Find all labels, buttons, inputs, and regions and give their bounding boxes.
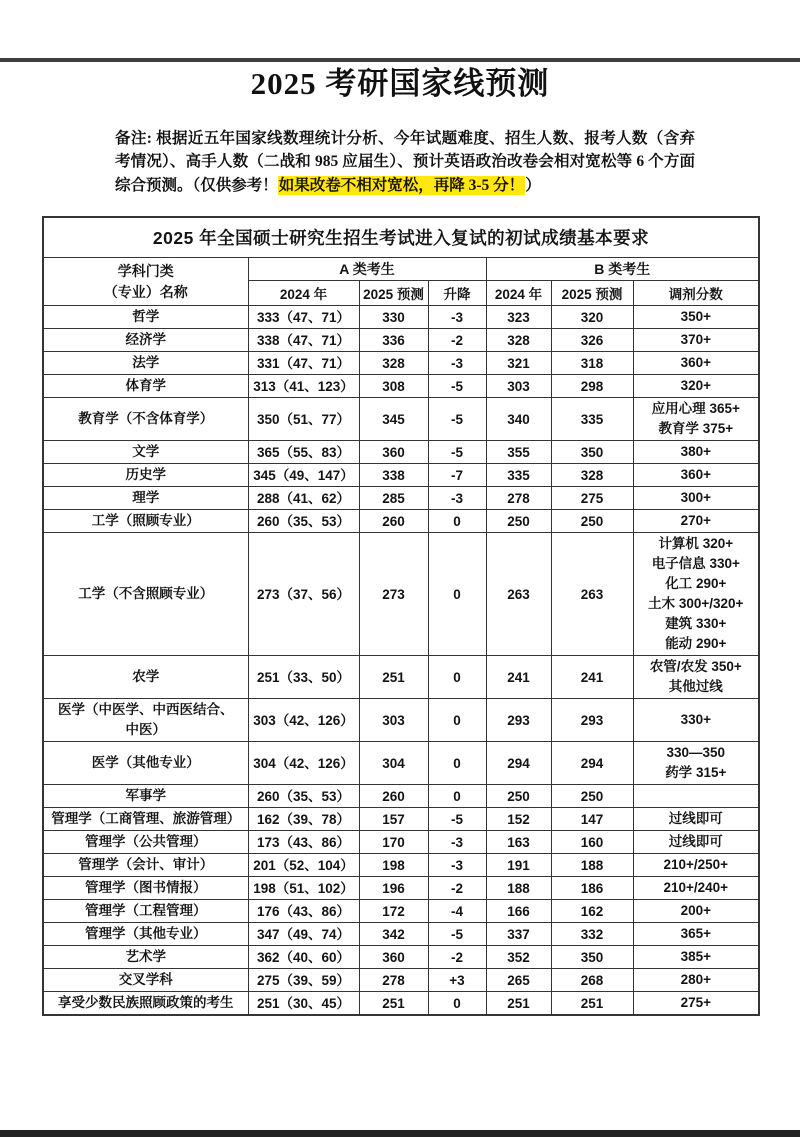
subject-cell: 医学（中医学、中西医结合、 中医）	[43, 699, 248, 742]
a-2025-cell: 360	[359, 441, 428, 464]
subject-cell: 管理学（其他专业）	[43, 923, 248, 946]
b-2025-cell: 318	[551, 352, 633, 375]
a-2024-cell: 304（42、126）	[248, 742, 359, 785]
table-row	[43, 329, 759, 352]
a-2024-cell: 313（41、123）	[248, 375, 359, 398]
b-2024-cell: 241	[486, 656, 551, 699]
subject-header-line1: 学科门类	[117, 263, 174, 280]
a-2024-cell: 251（33、50）	[248, 656, 359, 699]
b-2024-cell: 152	[486, 808, 551, 831]
b-2024-cell: 265	[486, 969, 551, 992]
adjust-cell: 300+	[633, 487, 759, 510]
note-text: 备注: 根据近五年国家线数理统计分析、今年试题难度、招生人数、报考人数（含弃考情况）、高手人数（二战和 985 应届生）、预计英语政治改卷会相对宽松等 6 个方面综合预测。（仅供参考！	[115, 130, 695, 194]
a-2025-cell: 273	[359, 533, 428, 656]
a-2025-cell: 278	[359, 969, 428, 992]
a-2024-cell: 331（47、71）	[248, 352, 359, 375]
subject-header-line2: （专业）名称	[103, 283, 188, 300]
b-2025-cell: 335	[551, 398, 633, 441]
change-cell: -2	[428, 877, 486, 900]
change-cell: 0	[428, 742, 486, 785]
subject-cell: 管理学（会计、审计）	[43, 854, 248, 877]
a-2024-cell: 347（49、74）	[248, 923, 359, 946]
col-header-a-2025: 2025 预测	[359, 281, 428, 306]
change-cell: -2	[428, 946, 486, 969]
change-cell: -4	[428, 900, 486, 923]
subject-cell: 体育学	[43, 375, 248, 398]
adjust-cell: 350+	[633, 306, 759, 329]
a-2024-cell: 260（35、53）	[248, 785, 359, 808]
b-2025-cell: 250	[551, 510, 633, 533]
b-2024-cell: 166	[486, 900, 551, 923]
table-row	[43, 699, 759, 742]
change-cell: -5	[428, 441, 486, 464]
b-2024-cell: 191	[486, 854, 551, 877]
adjust-cell	[633, 785, 759, 808]
subject-cell: 管理学（公共管理）	[43, 831, 248, 854]
subject-cell: 军事学	[43, 785, 248, 808]
adjust-cell: 270+	[633, 510, 759, 533]
table-row	[43, 808, 759, 831]
subject-cell: 管理学（图书情报）	[43, 877, 248, 900]
table-head	[43, 217, 759, 306]
adjust-cell: 应用心理 365+ 教育学 375+	[633, 398, 759, 441]
col-header-a-2024: 2024 年	[248, 281, 359, 306]
a-2025-cell: 338	[359, 464, 428, 487]
subject-cell: 文学	[43, 441, 248, 464]
a-2025-cell: 285	[359, 487, 428, 510]
b-2024-cell: 250	[486, 510, 551, 533]
subject-cell: 享受少数民族照顾政策的考生	[43, 992, 248, 1016]
table-title: 2025 年全国硕士研究生招生考试进入复试的初试成绩基本要求	[43, 217, 759, 258]
change-cell: 0	[428, 533, 486, 656]
a-2025-cell: 308	[359, 375, 428, 398]
subject-cell: 工学（不含照顾专业）	[43, 533, 248, 656]
b-2024-cell: 323	[486, 306, 551, 329]
a-2024-cell: 176（43、86）	[248, 900, 359, 923]
subject-cell: 管理学（工商管理、旅游管理）	[43, 808, 248, 831]
top-edge-bar	[0, 58, 800, 62]
a-2024-cell: 333（47、71）	[248, 306, 359, 329]
note	[115, 127, 695, 197]
a-2024-cell: 198（51、102）	[248, 877, 359, 900]
a-2025-cell: 260	[359, 785, 428, 808]
adjust-cell: 380+	[633, 441, 759, 464]
subject-cell: 经济学	[43, 329, 248, 352]
b-2025-cell: 275	[551, 487, 633, 510]
change-cell: -3	[428, 854, 486, 877]
b-2024-cell: 251	[486, 992, 551, 1016]
a-2024-cell: 275（39、59）	[248, 969, 359, 992]
table-row	[43, 441, 759, 464]
adjust-cell: 200+	[633, 900, 759, 923]
b-2025-cell: 293	[551, 699, 633, 742]
change-cell: -3	[428, 831, 486, 854]
change-cell: 0	[428, 992, 486, 1016]
adjust-cell: 过线即可	[633, 831, 759, 854]
a-2025-cell: 196	[359, 877, 428, 900]
b-2025-cell: 160	[551, 831, 633, 854]
col-header-b-2024: 2024 年	[486, 281, 551, 306]
a-2024-cell: 350（51、77）	[248, 398, 359, 441]
col-header-change: 升降	[428, 281, 486, 306]
table-row	[43, 831, 759, 854]
a-2024-cell: 201（52、104）	[248, 854, 359, 877]
table-row	[43, 785, 759, 808]
subject-cell: 交叉学科	[43, 969, 248, 992]
a-2025-cell: 304	[359, 742, 428, 785]
page-title: 2025 考研国家线预测	[250, 66, 550, 101]
b-2024-cell: 163	[486, 831, 551, 854]
b-2025-cell: 298	[551, 375, 633, 398]
b-2024-cell: 352	[486, 946, 551, 969]
a-2024-cell: 303（42、126）	[248, 699, 359, 742]
b-2024-cell: 278	[486, 487, 551, 510]
adjust-cell: 360+	[633, 352, 759, 375]
a-2025-cell: 330	[359, 306, 428, 329]
a-2025-cell: 342	[359, 923, 428, 946]
subject-column-header	[43, 258, 248, 306]
subject-cell: 农学	[43, 656, 248, 699]
adjust-cell: 210+/240+	[633, 877, 759, 900]
subject-cell: 管理学（工程管理）	[43, 900, 248, 923]
b-2024-cell: 328	[486, 329, 551, 352]
b-2025-cell: 147	[551, 808, 633, 831]
table-row	[43, 398, 759, 441]
change-cell: -2	[428, 329, 486, 352]
subject-cell: 哲学	[43, 306, 248, 329]
a-2024-cell: 345（49、147）	[248, 464, 359, 487]
table-row	[43, 533, 759, 656]
score-table	[42, 216, 760, 1017]
a-2024-cell: 288（41、62）	[248, 487, 359, 510]
adjust-cell: 330—350 药学 315+	[633, 742, 759, 785]
change-cell: -5	[428, 808, 486, 831]
adjust-cell: 330+	[633, 699, 759, 742]
a-2025-cell: 345	[359, 398, 428, 441]
b-2024-cell: 337	[486, 923, 551, 946]
table-row	[43, 464, 759, 487]
change-cell: +3	[428, 969, 486, 992]
change-cell: 0	[428, 656, 486, 699]
note-suffix: ）	[525, 176, 541, 194]
change-cell: -5	[428, 375, 486, 398]
b-2025-cell: 294	[551, 742, 633, 785]
change-cell: 0	[428, 510, 486, 533]
table-row	[43, 510, 759, 533]
table-row	[43, 946, 759, 969]
subject-cell: 艺术学	[43, 946, 248, 969]
a-2025-cell: 172	[359, 900, 428, 923]
table-row	[43, 306, 759, 329]
b-2025-cell: 188	[551, 854, 633, 877]
header-group-row	[43, 258, 759, 281]
b-2024-cell: 321	[486, 352, 551, 375]
a-2025-cell: 328	[359, 352, 428, 375]
group-b-header: B 类考生	[486, 258, 759, 281]
b-2025-cell: 326	[551, 329, 633, 352]
b-2025-cell: 350	[551, 946, 633, 969]
change-cell: -5	[428, 398, 486, 441]
b-2025-cell: 250	[551, 785, 633, 808]
adjust-cell: 过线即可	[633, 808, 759, 831]
a-2024-cell: 365（55、83）	[248, 441, 359, 464]
a-2025-cell: 251	[359, 656, 428, 699]
b-2025-cell: 263	[551, 533, 633, 656]
table-row	[43, 487, 759, 510]
adjust-cell: 农管/农发 350+ 其他过线	[633, 656, 759, 699]
a-2024-cell: 273（37、56）	[248, 533, 359, 656]
subject-cell: 理学	[43, 487, 248, 510]
b-2024-cell: 303	[486, 375, 551, 398]
b-2025-cell: 241	[551, 656, 633, 699]
a-2024-cell: 251（30、45）	[248, 992, 359, 1016]
adjust-cell: 370+	[633, 329, 759, 352]
col-header-b-2025: 2025 预测	[551, 281, 633, 306]
subject-cell: 历史学	[43, 464, 248, 487]
a-2024-cell: 260（35、53）	[248, 510, 359, 533]
table-row	[43, 900, 759, 923]
change-cell: 0	[428, 699, 486, 742]
b-2025-cell: 350	[551, 441, 633, 464]
adjust-cell: 210+/250+	[633, 854, 759, 877]
b-2025-cell: 332	[551, 923, 633, 946]
b-2024-cell: 340	[486, 398, 551, 441]
b-2025-cell: 186	[551, 877, 633, 900]
subject-cell: 工学（照顾专业）	[43, 510, 248, 533]
b-2025-cell: 162	[551, 900, 633, 923]
col-header-adjust: 调剂分数	[633, 281, 759, 306]
change-cell: -5	[428, 923, 486, 946]
b-2024-cell: 294	[486, 742, 551, 785]
adjust-cell: 365+	[633, 923, 759, 946]
a-2024-cell: 338（47、71）	[248, 329, 359, 352]
change-cell: -3	[428, 352, 486, 375]
a-2025-cell: 198	[359, 854, 428, 877]
a-2024-cell: 362（40、60）	[248, 946, 359, 969]
table-row	[43, 854, 759, 877]
b-2024-cell: 355	[486, 441, 551, 464]
adjust-cell: 275+	[633, 992, 759, 1016]
table-row	[43, 969, 759, 992]
change-cell: -3	[428, 487, 486, 510]
b-2024-cell: 188	[486, 877, 551, 900]
note-highlight: 如果改卷不相对宽松，再降 3-5 分！	[278, 176, 525, 194]
change-cell: -3	[428, 306, 486, 329]
a-2025-cell: 336	[359, 329, 428, 352]
subject-cell: 医学（其他专业）	[43, 742, 248, 785]
a-2025-cell: 157	[359, 808, 428, 831]
a-2025-cell: 251	[359, 992, 428, 1016]
b-2024-cell: 293	[486, 699, 551, 742]
adjust-cell: 280+	[633, 969, 759, 992]
adjust-cell: 385+	[633, 946, 759, 969]
table-row	[43, 923, 759, 946]
b-2025-cell: 328	[551, 464, 633, 487]
a-2024-cell: 173（43、86）	[248, 831, 359, 854]
a-2025-cell: 303	[359, 699, 428, 742]
change-cell: 0	[428, 785, 486, 808]
b-2025-cell: 320	[551, 306, 633, 329]
subject-cell: 法学	[43, 352, 248, 375]
b-2024-cell: 335	[486, 464, 551, 487]
table-row	[43, 352, 759, 375]
b-2024-cell: 250	[486, 785, 551, 808]
a-2025-cell: 360	[359, 946, 428, 969]
b-2024-cell: 263	[486, 533, 551, 656]
table-row	[43, 992, 759, 1016]
group-a-header: A 类考生	[248, 258, 486, 281]
bottom-edge-bar	[0, 1130, 800, 1137]
change-cell: -7	[428, 464, 486, 487]
b-2025-cell: 268	[551, 969, 633, 992]
subject-cell: 教育学（不含体育学）	[43, 398, 248, 441]
table-row	[43, 656, 759, 699]
table-row	[43, 375, 759, 398]
table-title-row	[43, 217, 759, 258]
table-row	[43, 742, 759, 785]
adjust-cell: 计算机 320+ 电子信息 330+ 化工 290+ 土木 300+/320+ 建筑 330+ 能动 290+	[633, 533, 759, 656]
a-2025-cell: 170	[359, 831, 428, 854]
adjust-cell: 360+	[633, 464, 759, 487]
a-2024-cell: 162（39、78）	[248, 808, 359, 831]
adjust-cell: 320+	[633, 375, 759, 398]
a-2025-cell: 260	[359, 510, 428, 533]
b-2025-cell: 251	[551, 992, 633, 1016]
table-row	[43, 877, 759, 900]
table-body	[43, 306, 759, 1016]
